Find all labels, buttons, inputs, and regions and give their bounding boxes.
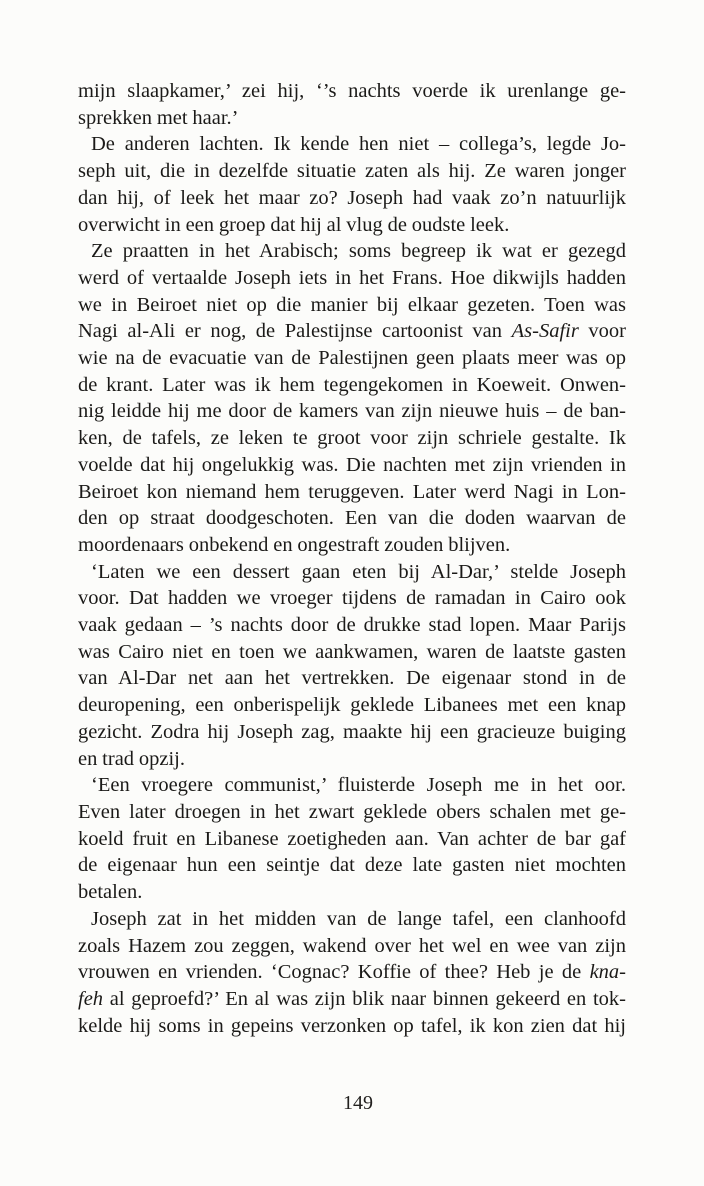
text-segment: de krant. Later was ik hem tegengekomen in Koeweit. Onwen- (78, 373, 626, 396)
paragraph (78, 131, 626, 238)
text-line (78, 131, 626, 158)
text-segment: betalen. (78, 881, 143, 904)
text-line (78, 665, 626, 692)
paragraph (78, 78, 626, 131)
text-segment: vaak gedaan – ’s nachts door de drukke stad lopen. Maar Parijs (78, 614, 626, 637)
text-segment: was Cairo niet en toen we aankwamen, waren de laatste gasten (78, 640, 626, 663)
text-segment: voor. Dat hadden we vroeger tijdens de ramadan in Cairo ook (78, 587, 626, 610)
text-line (78, 933, 626, 960)
text-segment: Beiroet kon niemand hem teruggeven. Later werd Nagi in Lon- (78, 480, 626, 503)
text-segment: gezicht. Zodra hij Joseph zag, maakte hij een gracieuze buiging (78, 720, 626, 743)
text-line (78, 425, 626, 452)
text-segment: sprekken met haar.’ (78, 106, 239, 129)
text-line (78, 559, 626, 586)
text-line (78, 505, 626, 532)
text-line (78, 772, 626, 799)
text-line (78, 585, 626, 612)
text-segment: moordenaars onbekend en ongestraft zouden blijven. (78, 533, 511, 556)
text-line (78, 612, 626, 639)
text-line (78, 746, 626, 773)
text-line (78, 532, 626, 559)
text-segment: ‘Een vroegere communist,’ fluisterde Joseph me in het oor. (91, 774, 626, 797)
text-line (78, 692, 626, 719)
text-line (78, 292, 626, 319)
italic-text: kna- (589, 961, 626, 984)
text-segment: zoals Hazem zou zeggen, wakend over het wel en wee van zijn (78, 934, 626, 957)
text-line (78, 986, 626, 1013)
text-segment: koeld fruit en Libanese zoetigheden aan. Van achter de bar gaf (78, 827, 626, 850)
italic-text: feh (78, 987, 104, 1010)
page-text (78, 78, 626, 1039)
text-segment: overwicht in een groep dat hij al vlug de oudste leek. (78, 213, 510, 236)
page-number: 149 (343, 1092, 373, 1114)
text-line (78, 105, 626, 132)
paragraph (78, 238, 626, 558)
text-segment: wie na de evacuatie van de Palestijnen geen plaats meer was op (78, 347, 626, 370)
text-segment: nig leidde hij me door de kamers van zijn nieuwe huis – de ban- (78, 400, 626, 423)
text-line (78, 799, 626, 826)
text-segment: Even later droegen in het zwart geklede obers schalen met ge- (78, 800, 626, 823)
text-line (78, 639, 626, 666)
text-segment: we in Beiroet niet op die manier bij elkaar gezeten. Toen was (78, 293, 626, 316)
text-line (78, 318, 626, 345)
text-line (78, 479, 626, 506)
text-line (78, 238, 626, 265)
text-line (78, 879, 626, 906)
text-segment: voelde dat hij ongelukkig was. Die nachten met zijn vrienden in (78, 453, 626, 476)
paragraph (78, 906, 626, 1040)
paragraph (78, 772, 626, 906)
text-line (78, 906, 626, 933)
text-segment: ‘Laten we een dessert gaan eten bij Al-Dar,’ stelde Joseph (91, 560, 626, 583)
text-line (78, 1013, 626, 1040)
text-segment: ken, de tafels, ze leken te groot voor zijn schriele gestalte. Ik (78, 427, 626, 450)
text-line (78, 852, 626, 879)
text-segment: werd of vertaalde Joseph iets in het Frans. Hoe dikwijls hadden (78, 266, 626, 289)
text-segment: De anderen lachten. Ik kende hen niet – collega’s, legde Jo- (91, 133, 626, 156)
text-segment: vrouwen en vrienden. ‘Cognac? Koffie of thee? Heb je de (78, 961, 590, 984)
text-line (78, 372, 626, 399)
italic-text: As-Safir (511, 320, 579, 343)
text-line (78, 78, 626, 105)
paragraph (78, 559, 626, 773)
text-segment: Nagi al-Ali er nog, de Palestijnse cartoonist van (78, 320, 512, 343)
text-line (78, 959, 626, 986)
text-line (78, 265, 626, 292)
text-segment: mijn slaapkamer,’ zei hij, ‘’s nachts voerde ik urenlange ge- (78, 80, 626, 102)
text-segment: Ze praatten in het Arabisch; soms begreep ik wat er gezegd (91, 240, 626, 263)
text-line (78, 452, 626, 479)
text-segment: Joseph zat in het midden van de lange tafel, een clanhoofd (91, 907, 626, 930)
text-segment: dan hij, of leek het maar zo? Joseph had vaak zo’n natuurlijk (78, 186, 626, 209)
text-line (78, 398, 626, 425)
text-line (78, 212, 626, 239)
text-segment: kelde hij soms in gepeins verzonken op tafel, ik kon zien dat hij (78, 1014, 626, 1037)
text-segment: van Al-Dar net aan het vertrekken. De eigenaar stond in de (78, 667, 626, 690)
text-segment: den op straat doodgeschoten. Een van die doden waarvan de (78, 507, 626, 530)
text-segment: deuropening, een onberispelijk geklede Libanees met een knap (78, 694, 626, 717)
text-line (78, 719, 626, 746)
text-segment: de eigenaar hun een seintje dat deze late gasten niet mochten (78, 854, 626, 877)
text-segment: seph uit, die in dezelfde situatie zaten als hij. Ze waren jonger (78, 160, 626, 183)
text-segment: en trad opzij. (78, 747, 185, 770)
text-line (78, 158, 626, 185)
text-line (78, 345, 626, 372)
text-line (78, 185, 626, 212)
text-line (78, 826, 626, 853)
text-segment: al geproefd?’ En al was zijn blik naar binnen gekeerd en tok- (103, 987, 626, 1010)
text-segment: voor (578, 320, 626, 343)
